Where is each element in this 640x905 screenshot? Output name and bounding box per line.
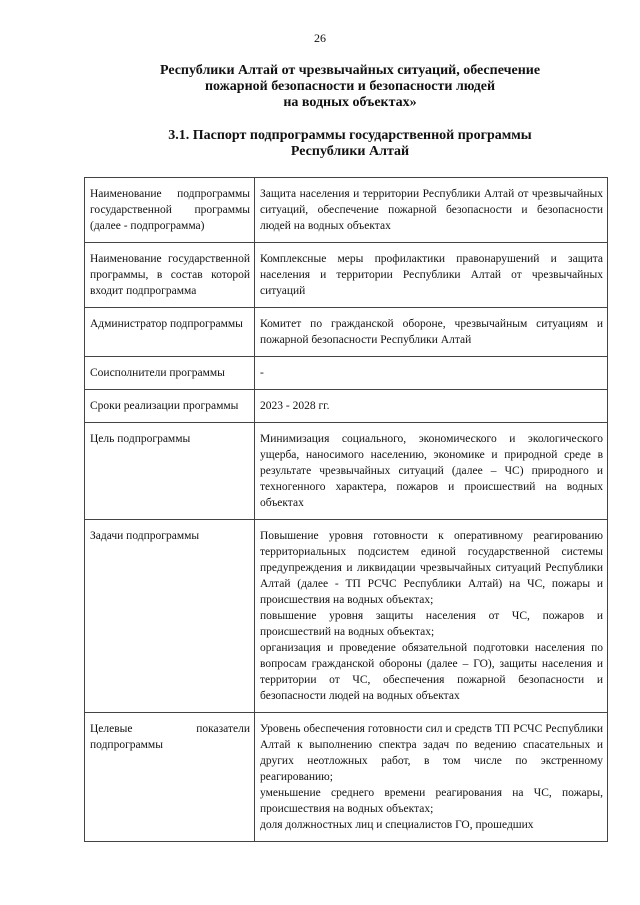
document-title-line: пожарной безопасности и безопасности людей	[204, 79, 496, 94]
row-label: Наименование государственной программы, в состав которой входит подпрограмма	[85, 243, 255, 308]
page-number: 26	[314, 31, 326, 45]
row-value: Защита населения и территории Республики Алтай от чрезвычайных ситуаций, обеспечение пожарной безопасности и безопасности людей на водных объектах	[255, 178, 608, 243]
row-label: Задачи подпрограммы	[85, 520, 255, 713]
row-value: Повышение уровня готовности к оперативному реагированию территориальных подсистем единой государственной системы предупреждения и ликвидации чрезвычайных ситуаций Республики Алтай (далее - ТП РСЧС Республики Алтай) на ЧС, пожары и происшествия на водных объектах; повышение уровня защиты населения от ЧС, пожаров и происшествий на водных объектах; организация и проведение обязательной подготовки населения по вопросам гражданской обороны (далее – ГО), защиты населения и территории от ЧС, обеспечения пожарной безопасности и безопасности людей на водных объектах	[255, 520, 608, 713]
table-row	[85, 308, 608, 357]
table-row	[85, 357, 608, 390]
section-title-line: 3.1. Паспорт подпрограммы государственной программы	[168, 128, 532, 143]
subprogram-passport-table	[84, 177, 608, 842]
row-label: Наименование подпрограммы государственной программы (далее - подпрограмма)	[85, 178, 255, 243]
row-label: Целевые показатели подпрограммы	[85, 713, 255, 842]
table-row	[85, 390, 608, 423]
row-value: -	[255, 357, 608, 390]
row-value: Уровень обеспечения готовности сил и средств ТП РСЧС Республики Алтай к выполнению спектра задач по ведению спасательных и других неотложных работ, в том числе по экстренному реагированию; уменьшение среднего времени реагирования на ЧС, пожары, происшествия на водных объектах; доля должностных лиц и специалистов ГО, прошедших	[255, 713, 608, 842]
document-title-line: на водных объектах»	[283, 95, 417, 110]
row-value: 2023 - 2028 гг.	[255, 390, 608, 423]
section-title	[100, 128, 600, 160]
row-value: Комитет по гражданской обороне, чрезвычайным ситуациям и пожарной безопасности Республики Алтай	[255, 308, 608, 357]
table-row	[85, 423, 608, 520]
table-row	[85, 243, 608, 308]
row-label: Администратор подпрограммы	[85, 308, 255, 357]
document-title-line: Республики Алтай от чрезвычайных ситуаций, обеспечение	[159, 63, 541, 78]
row-label: Соисполнители программы	[85, 357, 255, 390]
table-row	[85, 520, 608, 713]
row-value: Минимизация социального, экономического и экологического ущерба, наносимого населению, экономике и природной среде в результате чрезвычайных ситуаций (далее – ЧС) природного и техногенного характера, пожаров и происшествий на водных объектах	[255, 423, 608, 520]
table-row	[85, 178, 608, 243]
table-row	[85, 713, 608, 842]
document-title	[100, 63, 600, 111]
row-label: Сроки реализации программы	[85, 390, 255, 423]
row-label: Цель подпрограммы	[85, 423, 255, 520]
row-value: Комплексные меры профилактики правонарушений и защита населения и территории Республики Алтай от чрезвычайных ситуаций	[255, 243, 608, 308]
section-title-line: Республики Алтай	[290, 144, 410, 159]
